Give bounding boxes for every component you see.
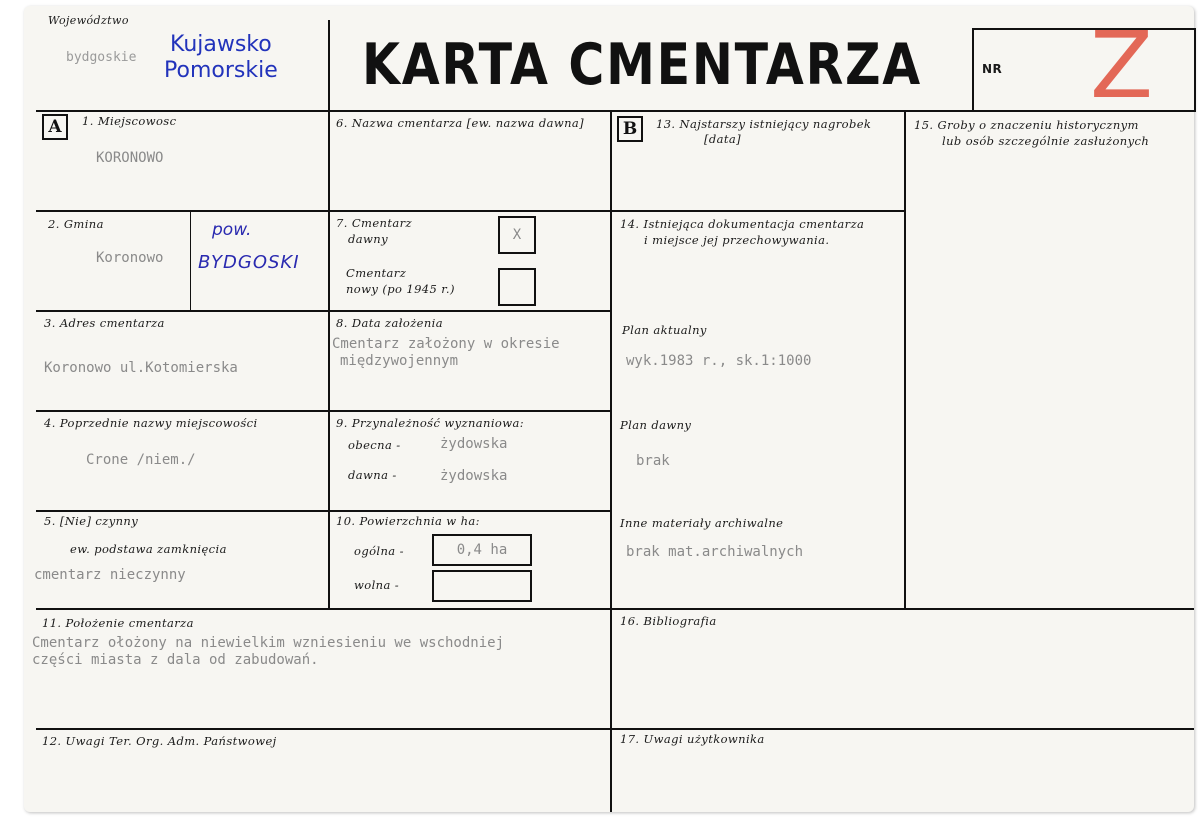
section-a-marker: A [42, 114, 68, 140]
card-title: KARTA CMENTARZA [362, 32, 922, 98]
dawna-value: żydowska [440, 468, 508, 484]
materialy-value: brak mat.archiwalnych [626, 544, 804, 560]
stamp-line-2: Pomorskie [164, 58, 278, 83]
gmina-value: Koronowo [96, 250, 164, 266]
miejscowosc-value: KORONOWO [96, 150, 164, 166]
dawny-check-mark: X [512, 227, 522, 243]
adres-label: 3. Adres cmentarza [44, 316, 165, 330]
uwagi-uzytkownika-label: 17. Uwagi użytkownika [620, 732, 765, 746]
zamkniecie-label: ew. podstawa zamknięcia [70, 542, 227, 556]
czynny-label: 5. [Nie] czynny [44, 514, 139, 528]
polozenie-value-1: Cmentarz ołożony na niewielkim wzniesieniu we wschodniej [32, 635, 505, 651]
obecna-label: obecna - [348, 438, 401, 452]
dawny-checkbox [498, 216, 536, 254]
plan-dawny-value: brak [636, 453, 670, 469]
powiat-handwritten-2: BYDGOSKI [198, 252, 300, 273]
cmentarz-nowy-label-1: Cmentarz [346, 266, 407, 280]
wojewodztwo-label: Województwo [48, 14, 129, 27]
poprzednie-label: 4. Poprzednie nazwy miejscowości [44, 416, 258, 430]
row-line [36, 728, 1194, 730]
najstarszy-label-1: 13. Najstarszy istniejący nagrobek [656, 117, 872, 131]
header-divider-line [328, 20, 330, 112]
obecna-value: żydowska [440, 436, 508, 452]
czynny-value: cmentarz nieczynny [34, 567, 186, 583]
groby-label-1: 15. Groby o znaczeniu historycznym [914, 118, 1139, 132]
data-zalozenia-label: 8. Data założenia [336, 316, 444, 330]
col-line [328, 110, 330, 610]
nr-value: Z [1090, 12, 1154, 119]
dawna-label: dawna - [348, 468, 397, 482]
powiat-handwritten-1: pow. [212, 220, 252, 240]
row-line [36, 608, 1194, 610]
region-stamp [164, 32, 278, 84]
miejscowosc-label: 1. Miejscowosc [82, 114, 177, 128]
plan-aktualny-label: Plan aktualny [622, 323, 707, 337]
ogolna-value: 0,4 ha [456, 542, 508, 558]
plan-aktualny-value: wyk.1983 r., sk.1:1000 [626, 353, 812, 369]
przynaleznosc-label: 9. Przynależność wyznaniowa: [336, 416, 524, 430]
dokumentacja-label-1: 14. Istniejąca dokumentacja cmentarza [620, 217, 865, 231]
row-line [36, 210, 906, 212]
nr-box [972, 28, 1196, 112]
wolna-box [432, 570, 532, 602]
adres-value: Koronowo ul.Kotomierska [44, 360, 238, 376]
gmina-divider [190, 210, 191, 310]
data-zalozenia-value-2: międzywojennym [340, 353, 459, 369]
stamp-line-1: Kujawsko [169, 32, 272, 57]
polozenie-value-2: części miasta z dala od zabudowań. [32, 652, 319, 668]
gmina-label: 2. Gmina [48, 217, 104, 231]
cmentarz-dawny-label-1: 7. Cmentarz [336, 216, 412, 230]
groby-label-2: lub osób szczególnie zasłużonych [942, 134, 1150, 148]
bibliografia-label: 16. Bibliografia [620, 614, 717, 628]
row-line [36, 310, 611, 312]
plan-dawny-label: Plan dawny [620, 418, 692, 432]
polozenie-label: 11. Położenie cmentarza [42, 616, 194, 630]
col-line [904, 110, 906, 610]
powierzchnia-label: 10. Powierzchnia w ha: [336, 514, 480, 528]
ogolna-box [432, 534, 532, 566]
materialy-label: Inne materiały archiwalne [620, 516, 784, 530]
nr-label: NR [982, 62, 1003, 76]
wojewodztwo-old-value: bydgoskie [66, 50, 137, 65]
data-zalozenia-value-1: Cmentarz założony w okresie [332, 336, 560, 352]
poprzednie-value: Crone /niem./ [86, 452, 196, 468]
ogolna-label: ogólna - [354, 544, 404, 558]
najstarszy-label-2: [data] [704, 132, 742, 146]
nowy-checkbox [498, 268, 536, 306]
nazwa-label: 6. Nazwa cmentarza [ew. nazwa dawna] [336, 116, 585, 130]
wolna-label: wolna - [354, 578, 400, 592]
row-line [36, 410, 611, 412]
cmentarz-dawny-label-2: dawny [348, 232, 388, 246]
col-line [610, 110, 612, 812]
section-b-marker: B [617, 116, 643, 142]
dokumentacja-label-2: i miejsce jej przechowywania. [644, 233, 830, 247]
uwagi-label: 12. Uwagi Ter. Org. Adm. Państwowej [42, 734, 277, 748]
cmentarz-nowy-label-2: nowy (po 1945 r.) [346, 282, 455, 296]
